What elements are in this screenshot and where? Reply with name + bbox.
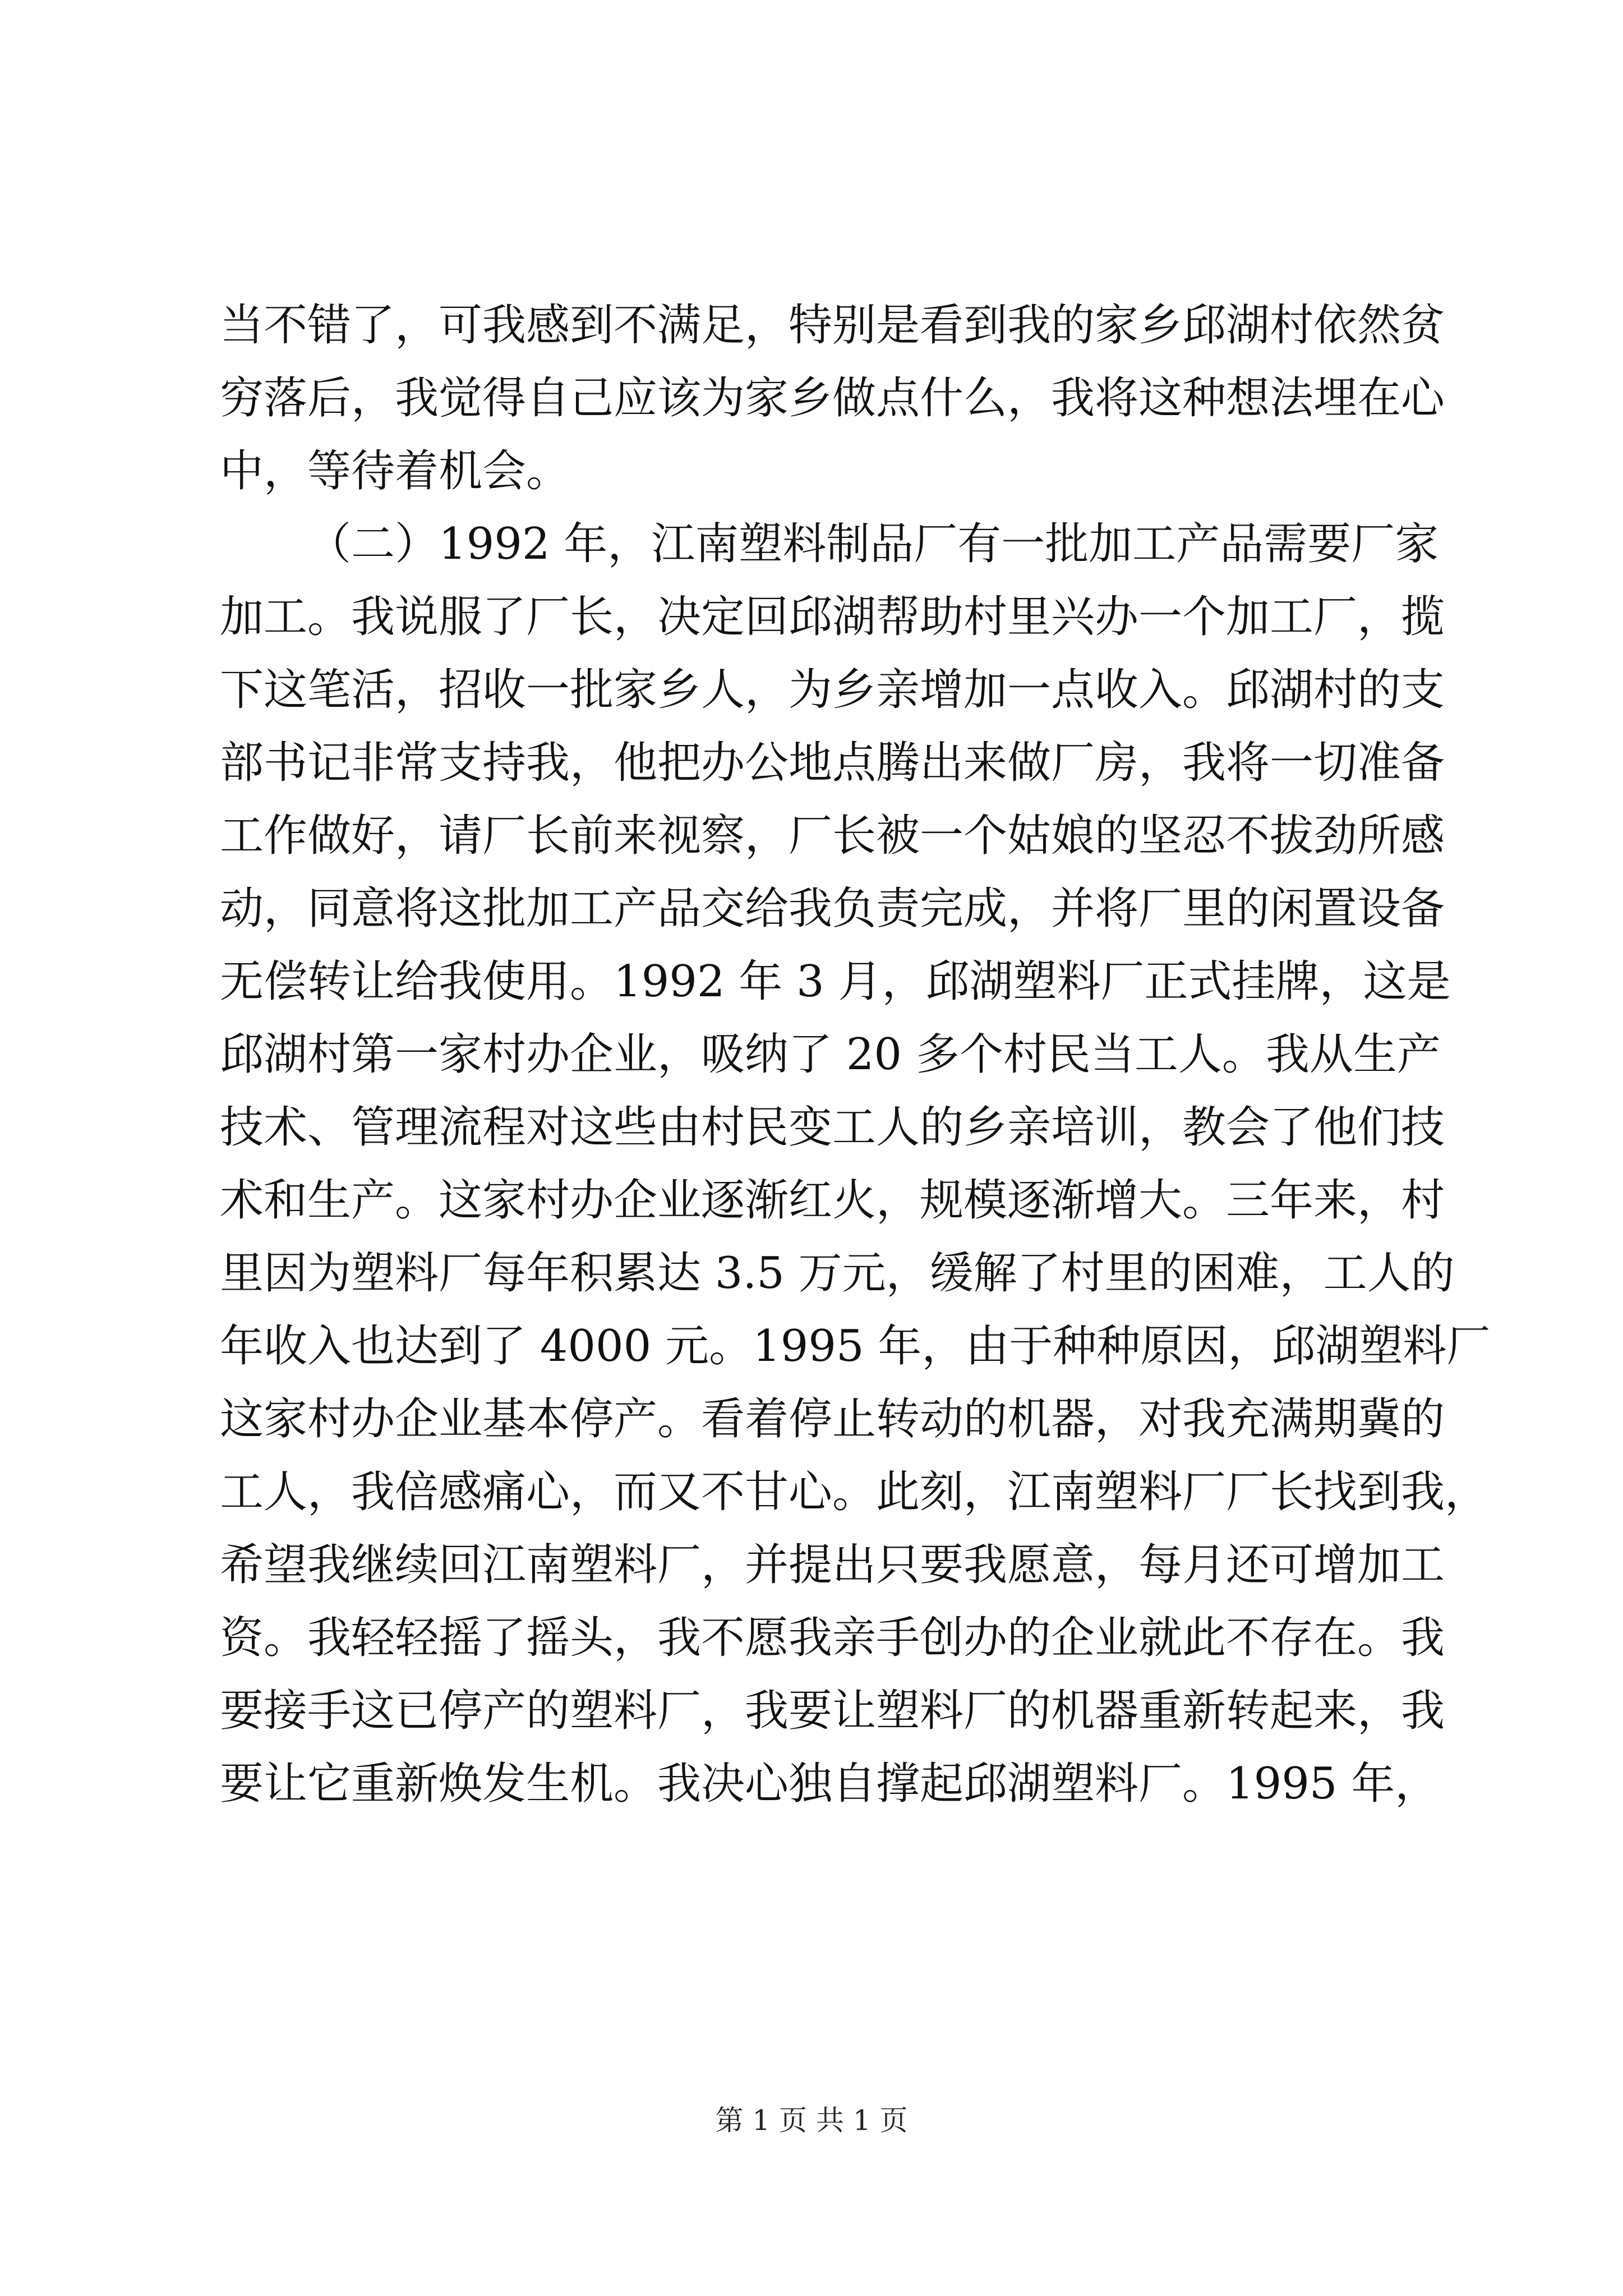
text-line: 当不错了，可我感到不满足，特别是看到我的家乡邱湖村依然贫	[220, 300, 1445, 351]
text-line: 希望我继续回江南塑料厂，并提出只要我愿意，每月还可增加工	[220, 1540, 1445, 1590]
text-line: 穷落后，我觉得自己应该为家乡做点什么，我将这种想法埋在心	[220, 373, 1445, 424]
text-line: 下这笔活，招收一批家乡人，为乡亲增加一点收入。邱湖村的支	[220, 665, 1445, 715]
text-line: 中，等待着机会。	[220, 446, 570, 496]
text-line: 技术、管理流程对这些由村民变工人的乡亲培训，教会了他们技	[220, 1102, 1445, 1153]
text-line: 工作做好，请厂长前来视察，厂长被一个姑娘的坚忍不拔劲所感	[220, 811, 1445, 861]
text-line: 部书记非常支持我，他把办公地点腾出来做厂房，我将一切准备	[220, 738, 1445, 788]
text-line: 邱湖村第一家村办企业，吸纳了 20 多个村民当工人。我从生产	[220, 1029, 1441, 1080]
text-line: 要让它重新焕发生机。我决心独自撑起邱湖塑料厂。1995 年，	[220, 1759, 1439, 1809]
page-number-label: 第 1 页 共 1 页	[715, 2104, 908, 2137]
text-line: 加工。我说服了厂长，决定回邱湖帮助村里兴办一个加工厂，揽	[220, 592, 1445, 642]
text-line: 资。我轻轻摇了摇头，我不愿我亲手创办的企业就此不存在。我	[220, 1613, 1445, 1663]
text-line: 年收入也达到了 4000 元。1995 年，由于种种原因，邱湖塑料厂	[220, 1321, 1491, 1372]
text-line: 要接手这已停产的塑料厂，我要让塑料厂的机器重新转起来，我	[220, 1686, 1445, 1736]
text-line: 工人，我倍感痛心，而又不甘心。此刻，江南塑料厂厂长找到我，	[220, 1467, 1489, 1517]
text-line: 里因为塑料厂每年积累达 3.5 万元，缓解了村里的困难，工人的	[220, 1248, 1455, 1299]
text-line: 无偿转让给我使用。1992 年 3 月，邱湖塑料厂正式挂牌，这是	[220, 956, 1451, 1007]
text-line: 术和生产。这家村办企业逐渐红火，规模逐渐增大。三年来，村	[220, 1175, 1445, 1226]
text-line: 动，同意将这批加工产品交给我负责完成，并将厂里的闲置设备	[220, 884, 1445, 934]
page-footer	[0, 2098, 1623, 2138]
paragraph-start-line: （二）1992 年，江南塑料制品厂有一批加工产品需要厂家	[307, 519, 1439, 569]
text-line: 这家村办企业基本停产。看着停止转动的机器，对我充满期冀的	[220, 1394, 1445, 1444]
body-text	[220, 289, 1491, 1820]
